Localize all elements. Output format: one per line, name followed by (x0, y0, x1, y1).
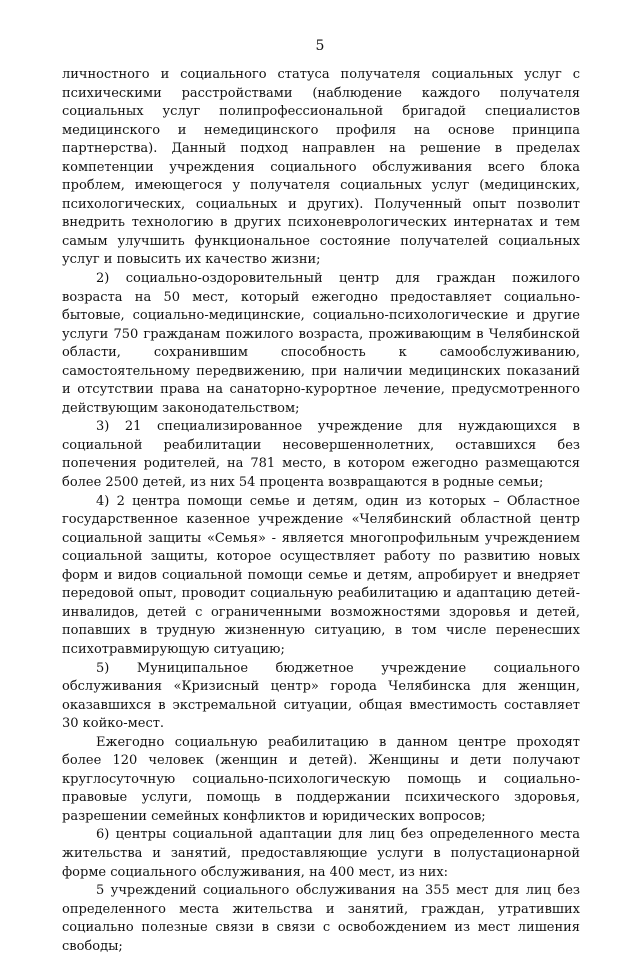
paragraph-item-2: 2) социально-оздоровительный центр для граждан пожилого возраста на 50 мест, который ежегодно предоставляет социально-бытовые, социально-медицинские, социально-психологические и другие услуги 750 гражданам пожилого возраста, проживающим в Челябинской области, сохранившим способность к самообслуживанию, самостоятельному передвижению, при наличии медицинских показаний и отсутствии права на санаторно-курортное лечение, предусмотренного действующим законодательством; (62, 271, 580, 416)
paragraph-item-3: 3) 21 специализированное учреждение для нуждающихся в социальной реабилитации несовершеннолетних, оставшихся без попечения родителей, на 781 место, в котором ежегодно размещаются более 2500 детей, из них 54 процента возвращаются в родные семьи; (62, 419, 580, 491)
paragraph-item-4: 4) 2 центра помощи семье и детям, один из которых – Областное государственное казенное учреждение «Челябинский областной центр социальной защиты «Семья» - является многопрофильным учреждением социальной защиты, которое осуществляет работу по развитию новых форм и видов социальной помощи семье и детям, апробирует и внедряет передовой опыт, проводит социальную реабилитацию и адаптацию детей-инвалидов, детей с ограниченными возможностями здоровья и детей, попавших в трудную жизненную ситуацию, в том числе перенесших психотравмирующую ситуацию; (62, 493, 580, 657)
paragraph-continuation: личностного и социального статуса получателя социальных услуг с психическими расстройствами (наблюдение каждого получателя социальных услуг полипрофессиональной бригадой специалистов медицинского и немедицинского профиля на основе принципа партнерства). Данный подход направлен на решение в пределах компетенции учреждения социального обслуживания всего блока проблем, имеющегося у получателя социальных услуг (медицинских, психологических, социальных и других). Полученный опыт позволит внедрить технологию в других психоневрологических интернатах и тем самым улучшить функциональное состояние получателей социальных услуг и повысить их качество жизни; (62, 67, 580, 268)
paragraph-item-6-subitem: 5 учреждений социального обслуживания на 355 мест для лиц без определенного места жительства и занятий, граждан, утративших социально полезные связи в связи с освобождением из мест лишения свободы; (62, 883, 580, 954)
paragraph-item-6: 6) центры социальной адаптации для лиц без определенного места жительства и занятий, предоставляющие услуги в полустационарной форме социального обслуживания, на 400 мест, из них: (62, 827, 580, 880)
document-body (62, 66, 580, 956)
paragraph-item-5: 5) Муниципальное бюджетное учреждение социального обслуживания «Кризисный центр» города Челябинска для женщин, оказавшихся в экстремальной ситуации, общая вместимость составляет 30 койко-мест. (62, 660, 580, 732)
paragraph-crisis-center-details: Ежегодно социальную реабилитацию в данном центре проходят более 120 человек (женщин и детей). Женщины и дети получают круглосуточную социально-психологическую помощь и социально-правовые услуги, помощь в поддержании психического здоровья, разрешении семейных конфликтов и юридических вопросов; (62, 734, 580, 824)
page-number: 5 (315, 38, 325, 54)
